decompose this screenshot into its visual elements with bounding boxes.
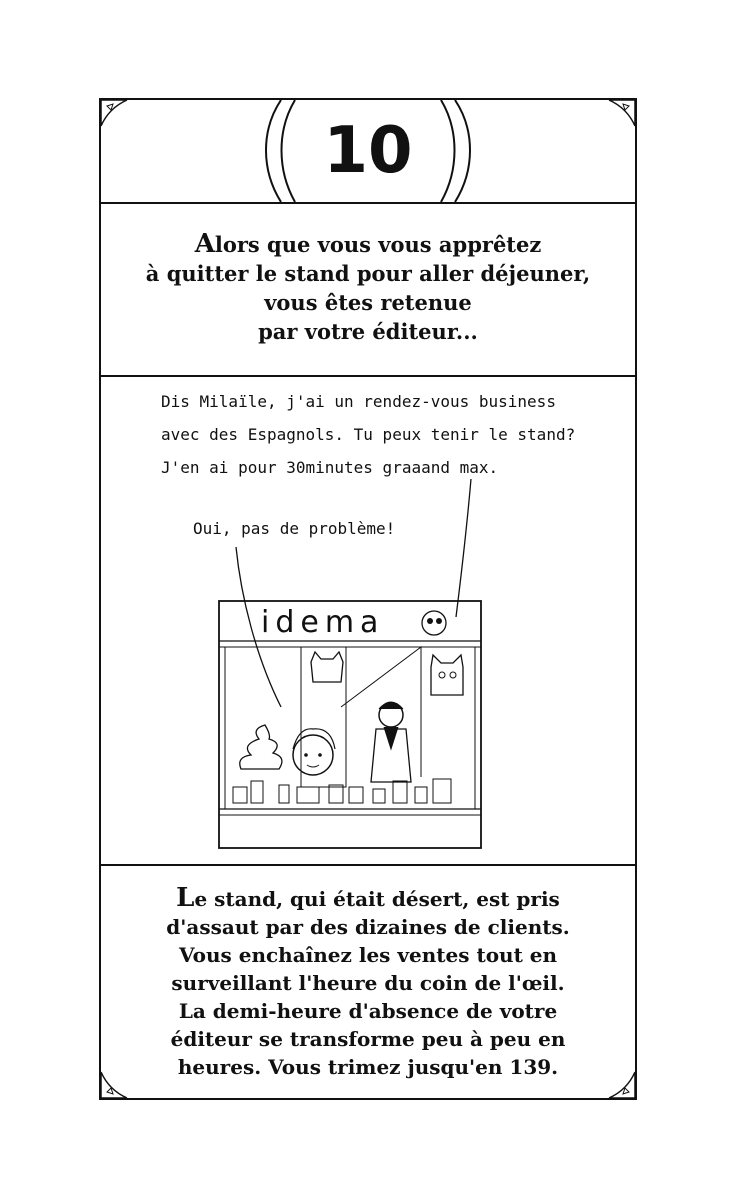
outro-line: heures. Vous trimez jusqu'en 139. (177, 1055, 559, 1079)
intro-drop-cap: A (194, 229, 215, 259)
comic-scene (101, 377, 635, 866)
intro-line: vous êtes retenue (264, 290, 472, 315)
intro-line: Alors que vous vous apprêtez (194, 229, 542, 259)
editor-speech-line: avec des Espagnols. Tu peux tenir le stand? (161, 425, 576, 444)
editor-speech (161, 385, 575, 484)
author-speech: Oui, pas de problème! (193, 519, 396, 538)
intro-line: par votre éditeur... (258, 319, 478, 344)
story-card (99, 98, 637, 1100)
outro-line: La demi-heure d'absence de votre (178, 999, 558, 1023)
outro-line: surveillant l'heure du coin de l'œil. (171, 971, 565, 995)
outro-line: éditeur se transforme peu à peu en (170, 1027, 566, 1051)
editor-speech-line: Dis Milaïle, j'ai un rendez-vous business (161, 392, 556, 411)
outro-line: Vous enchaînez les ventes tout en (178, 943, 558, 967)
outro-text (101, 864, 635, 1100)
outro-line: Le stand, qui était désert, est pris (176, 883, 560, 913)
stand-sign: idema (261, 605, 385, 640)
outro-drop-cap: L (176, 883, 195, 913)
outro-line: d'assaut par des dizaines de clients. (166, 915, 570, 939)
card-header (101, 100, 635, 204)
editor-speech-line: J'en ai pour 30minutes graaand max. (161, 458, 499, 477)
number-frame (261, 100, 475, 202)
intro-line: à quitter le stand pour aller déjeuner, (145, 261, 591, 286)
intro-text (101, 202, 635, 377)
card-number: 10 (323, 114, 413, 188)
